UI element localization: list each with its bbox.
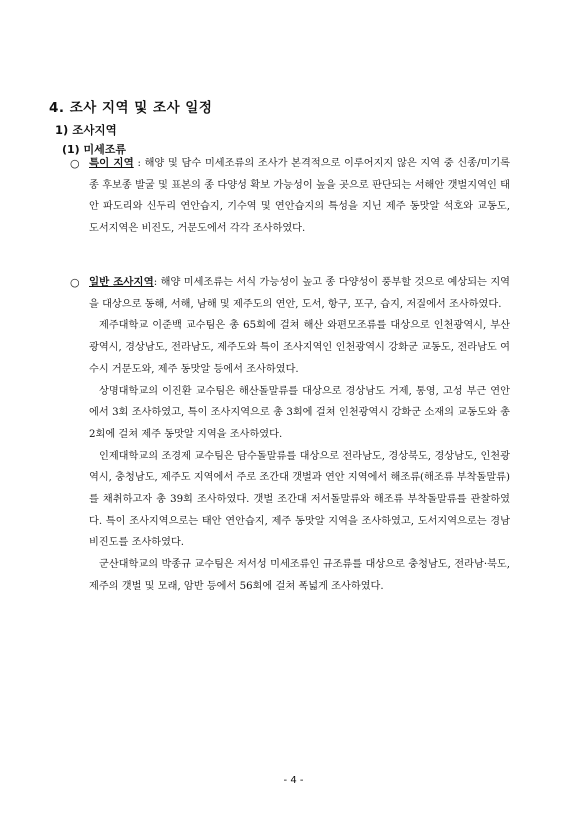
bullet-text [89, 153, 510, 240]
paragraph-jeju-univ: 제주대학교 이준백 교수팀은 총 65회에 걸쳐 해산 와편모조류를 대상으로 인천광역시, 부산광역시, 경상남도, 전라남도, 제주도와 특이 조사지역인 인천광역시 강화군 교동도, 전라남도 여수시 거문도와, 제주 동맛알 등에서 조사하였다. [89, 320, 510, 375]
bullet-general-area [70, 272, 510, 598]
paragraphs-container [70, 315, 510, 597]
bullet-row [70, 153, 510, 240]
paragraph-inje-univ: 인제대학교의 조경제 교수팀은 담수돌말류를 대상으로 전라남도, 경상북도, 경상남도, 인천광역시, 충청남도, 제주도 지역에서 주로 조간대 갯벌과 연안 지역에서 해조류(해조류 부착돌말류)를 채취하고자 총 39회 조사하였다. 갯벌 조간대 저서돌말류와 해조류 부착돌말류를 관찰하였다. 특이 조사지역으로는 태안 연안습지, 제주 동맛알 지역을 조사하였고, 도서지역으로는 경남 비진도를 조사하였다. [89, 450, 510, 549]
paragraph-sangmyung-univ: 상명대학교의 이진환 교수팀은 해산돌말류를 대상으로 경상남도 거제, 통영, 고성 부근 연안에서 3회 조사하였고, 특이 조사지역으로 총 3회에 걸쳐 인천광역시 강화군 소재의 교동도와 총 2회에 걸쳐 제주 동맛알 지역을 조사하였다. [89, 385, 510, 440]
bullet-body: : 해양 미세조류는 서식 가능성이 높고 종 다양성이 풍부할 것으로 예상되는 지역을 대상으로 동해, 서해, 남해 및 제주도의 연안, 도서, 항구, 포구, 습지, 저질에서 조사하였다. [89, 277, 511, 310]
paragraph-kunsan-univ: 군산대학교의 박종규 교수팀은 저서성 미세조류인 규조류를 대상으로 충청남도, 전라남·북도, 제주의 갯벌 및 모래, 암반 등에서 56회에 걸쳐 폭넓게 조사하였다. [89, 559, 510, 592]
bullet-label: 일반 조사지역 [89, 276, 154, 288]
circle-bullet-icon: ○ [70, 157, 80, 170]
subsection-heading: 1) 조사지역 [55, 123, 117, 137]
circle-bullet-icon: ○ [70, 276, 80, 289]
bullet-label: 특이 지역 [89, 157, 134, 169]
section-heading: 4. 조사 지역 및 조사 일정 [49, 100, 213, 116]
bullet-row [70, 272, 510, 315]
page-number: - 4 - [283, 775, 304, 786]
bullet-body: : 해양 및 담수 미세조류의 조사가 본격적으로 이루어지지 않은 지역 중 신종/미기록종 후보종 발굴 및 표본의 종 다양성 확보 가능성이 높을 곳으로 판단되는 서해안 갯벌지역인 태안 파도리와 신두리 연안습지, 기수역 및 연안습지의 특성을 지닌 제주 동맛알 석호와 교동도, 도서지역은 비진도, 거문도에서 각각 조사하였다. [89, 158, 510, 235]
subsubsection-heading: (1) 미세조류 [62, 143, 127, 156]
bullet-text [89, 272, 510, 315]
bullet-special-area [70, 153, 510, 240]
